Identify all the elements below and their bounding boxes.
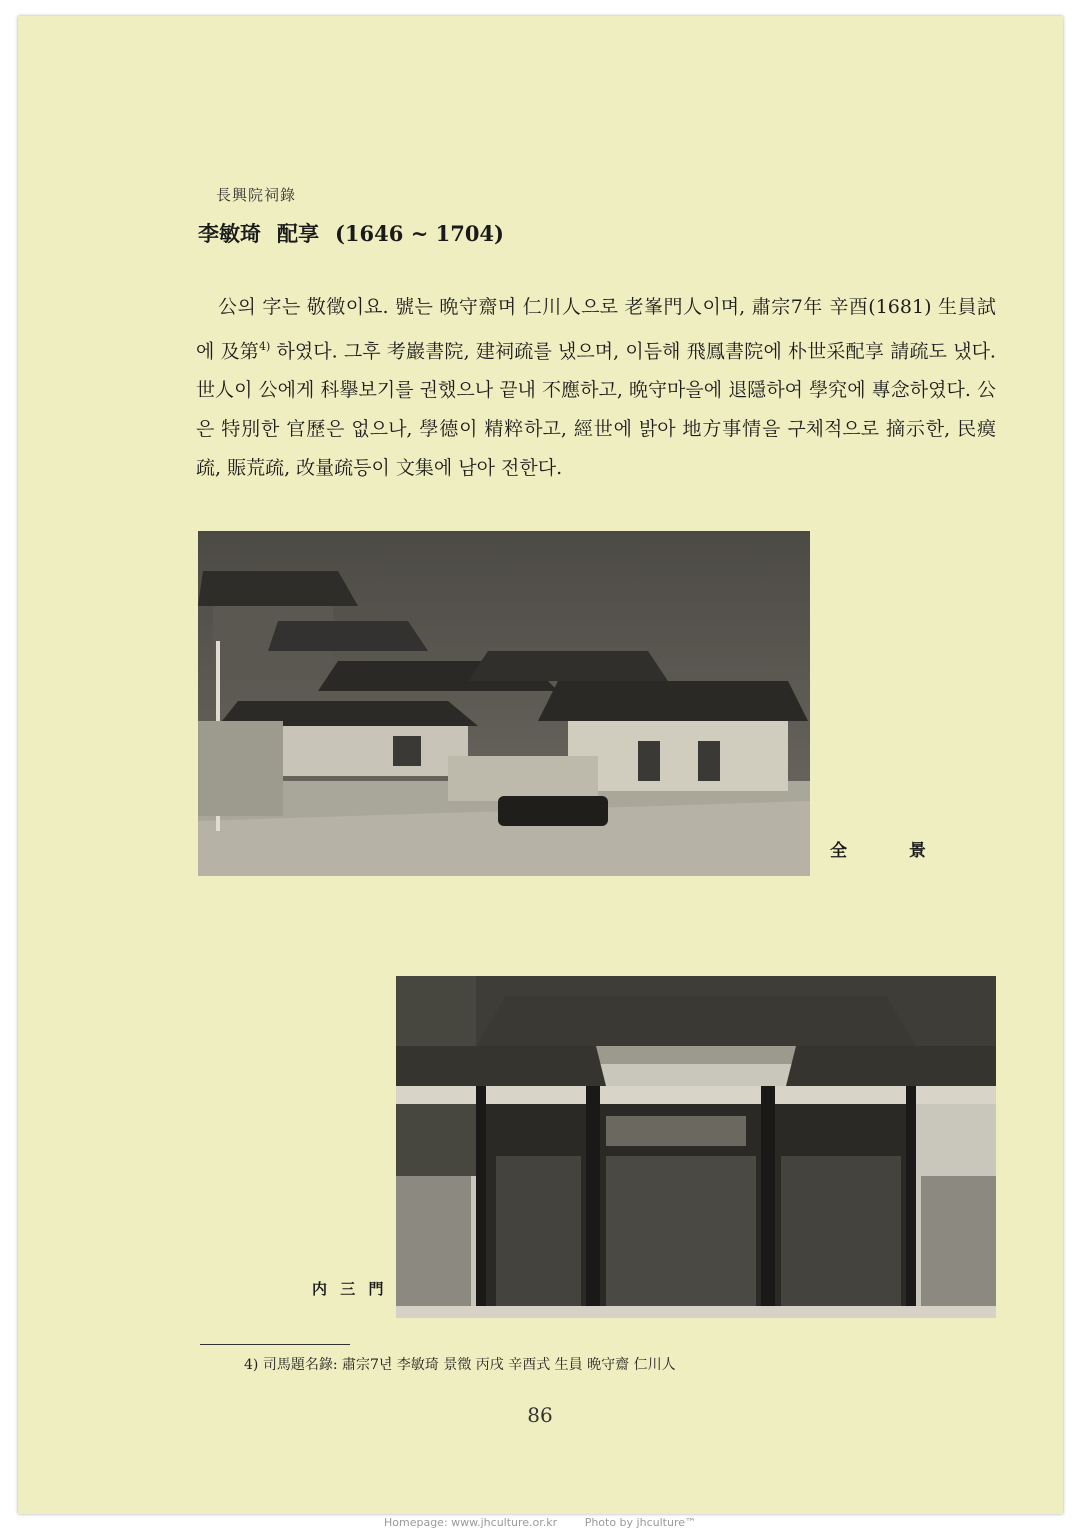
photo-credits (0, 1516, 1080, 1529)
footnote: 4) 司馬題名錄: 肅宗7년 李敏琦 景徵 丙戌 辛酉式 生員 晩守齋 仁川人 (244, 1357, 676, 1373)
photo-credit: Photo by jhculture™ (584, 1516, 696, 1529)
book-page (18, 16, 1063, 1514)
homepage-link[interactable]: Homepage: www.jhculture.or.kr (383, 1516, 558, 1529)
section-title (198, 218, 520, 248)
title-name: 李敏琦 (198, 221, 261, 246)
page-number: 86 (527, 1403, 553, 1427)
running-header: 長興院祠錄 (216, 186, 297, 204)
photo-full-view (198, 531, 810, 876)
body-text-part2: 하였다. 그후 考巖書院, 建祠疏를 냈으며, 이듬해 飛鳳書院에 朴世采配享 請疏도 냈다. 世人이 公에게 科擧보기를 권했으나 끝내 不應하고, 晩守마을에 退隱하여 學究에 專念하였다. 公은 特別한 官歷은 없으나, 學德이 精粹하고, 經世에 밝아 地方事情을 구체적으로 摘示한, 民瘼疏, 賑荒疏, 改量疏등이 文集에 남아 전한다. (196, 340, 996, 480)
title-dates: (1646 ~ 1704) (335, 221, 504, 246)
body-text-part1: 公의 字는 敬徵이요. 號는 晩守齋며 仁川人으로 老峯門人이며, 肅宗7年 辛酉(1681) 生員試에 及第 (196, 296, 996, 363)
footnote-divider (200, 1344, 350, 1345)
body-paragraph (196, 288, 996, 488)
footnote-reference: 4) (258, 340, 271, 353)
caption-full-view: 全 景 (830, 841, 954, 861)
title-role: 配享 (277, 221, 319, 246)
photo-inner-gate (396, 976, 996, 1318)
caption-inner-gate: 内 三 門 (312, 1280, 388, 1298)
